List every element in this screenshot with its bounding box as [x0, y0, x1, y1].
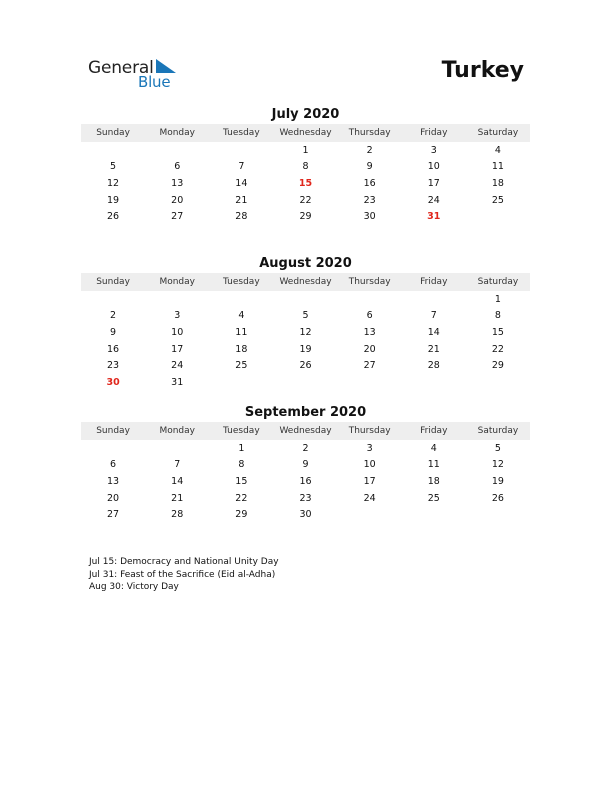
day-cell: 10	[171, 326, 184, 338]
day-cell: 7	[238, 161, 245, 173]
day-cell: 26	[299, 360, 312, 372]
weekday-header	[81, 422, 530, 440]
day-cell: 15	[491, 326, 504, 338]
day-cell: 10	[427, 161, 440, 173]
day-cell: 17	[171, 343, 184, 355]
day-cell: 9	[366, 161, 373, 173]
week-row	[81, 374, 530, 391]
day-cell: 5	[110, 161, 117, 173]
day-cell: 4	[238, 310, 245, 322]
weekday-label: Thursday	[348, 426, 391, 436]
logo-blue-text: Blue	[138, 73, 171, 91]
day-cell: 17	[363, 475, 376, 487]
day-cell: 19	[107, 194, 120, 206]
day-cell: 21	[427, 343, 440, 355]
month-calendar-july	[81, 106, 530, 225]
week-row	[81, 490, 530, 507]
day-cell: 14	[235, 177, 248, 189]
day-cell: 22	[299, 194, 312, 206]
week-row	[81, 142, 530, 159]
day-cell: 21	[235, 194, 248, 206]
week-row	[81, 324, 530, 341]
weekday-header	[81, 273, 530, 291]
weekday-label: Tuesday	[223, 277, 260, 287]
day-cell: 3	[174, 310, 181, 322]
day-cell: 29	[491, 360, 504, 372]
holiday-note: Jul 15: Democracy and National Unity Day	[89, 557, 279, 567]
day-cell: 28	[235, 211, 248, 223]
weekday-label: Monday	[159, 426, 195, 436]
day-cell: 24	[171, 360, 184, 372]
day-cell: 7	[430, 310, 437, 322]
month-calendar-september	[81, 404, 530, 523]
day-cell: 27	[363, 360, 376, 372]
weekday-label: Saturday	[477, 277, 519, 287]
week-row	[81, 457, 530, 474]
day-cell: 26	[107, 211, 120, 223]
day-cell: 10	[363, 459, 376, 471]
holiday-notes	[89, 556, 279, 594]
day-cell: 23	[107, 360, 120, 372]
day-cell: 1	[238, 442, 245, 454]
weekday-header	[81, 124, 530, 142]
day-cell: 15	[235, 475, 248, 487]
day-cell: 30	[363, 211, 376, 223]
day-cell: 28	[171, 509, 184, 521]
day-cell: 14	[171, 475, 184, 487]
weekday-label: Friday	[420, 277, 448, 287]
day-cell: 11	[235, 326, 248, 338]
week-row	[81, 341, 530, 358]
day-cell: 3	[366, 442, 373, 454]
week-row	[81, 192, 530, 209]
holiday-day-cell: 30	[106, 376, 120, 388]
week-row	[81, 308, 530, 325]
month-title: July 2020	[271, 107, 340, 122]
holiday-day-cell: 31	[427, 211, 441, 223]
weekday-label: Tuesday	[223, 128, 260, 138]
day-cell: 23	[299, 492, 312, 504]
weeks	[81, 440, 530, 523]
day-cell: 4	[430, 442, 437, 454]
day-cell: 25	[491, 194, 504, 206]
day-cell: 13	[107, 475, 120, 487]
weekday-label: Sunday	[96, 426, 130, 436]
day-cell: 27	[171, 211, 184, 223]
day-cell: 12	[107, 177, 120, 189]
day-cell: 11	[491, 161, 504, 173]
day-cell: 11	[427, 459, 440, 471]
country-title: Turkey	[441, 58, 524, 83]
day-cell: 25	[427, 492, 440, 504]
weekday-label: Wednesday	[279, 277, 332, 287]
day-cell: 8	[302, 161, 309, 173]
day-cell: 22	[491, 343, 504, 355]
weeks	[81, 142, 530, 225]
generalblue-logo	[88, 56, 188, 92]
day-cell: 18	[235, 343, 248, 355]
day-cell: 12	[299, 326, 312, 338]
day-cell: 13	[363, 326, 376, 338]
weekday-label: Friday	[420, 426, 448, 436]
day-cell: 6	[110, 459, 117, 471]
day-cell: 1	[494, 293, 501, 305]
week-row	[81, 357, 530, 374]
week-row	[81, 159, 530, 176]
weeks	[81, 291, 530, 391]
day-cell: 16	[299, 475, 312, 487]
weekday-label: Saturday	[477, 426, 519, 436]
logo-general-text: General	[88, 58, 154, 78]
day-cell: 4	[494, 144, 501, 156]
day-cell: 1	[302, 144, 309, 156]
day-cell: 6	[174, 161, 181, 173]
weekday-label: Monday	[159, 277, 195, 287]
day-cell: 3	[430, 144, 437, 156]
weekday-label: Monday	[159, 128, 195, 138]
week-row	[81, 291, 530, 308]
day-cell: 28	[427, 360, 440, 372]
day-cell: 31	[171, 376, 184, 388]
holiday-day-cell: 15	[298, 177, 313, 189]
week-row	[81, 175, 530, 192]
day-cell: 8	[494, 310, 501, 322]
day-cell: 17	[427, 177, 440, 189]
week-row	[81, 440, 530, 457]
day-cell: 16	[107, 343, 120, 355]
day-cell: 23	[363, 194, 376, 206]
day-cell: 12	[491, 459, 504, 471]
day-cell: 22	[235, 492, 248, 504]
weekday-label: Wednesday	[279, 128, 332, 138]
month-title: August 2020	[259, 256, 352, 271]
day-cell: 19	[491, 475, 504, 487]
day-cell: 20	[363, 343, 376, 355]
holiday-note: Jul 31: Feast of the Sacrifice (Eid al-Adha)	[89, 569, 276, 580]
week-row	[81, 208, 530, 225]
weekday-label: Friday	[420, 128, 448, 138]
weekday-label: Saturday	[477, 128, 519, 138]
day-cell: 24	[363, 492, 376, 504]
day-cell: 24	[427, 194, 440, 206]
day-cell: 30	[299, 509, 312, 521]
day-cell: 9	[110, 326, 117, 338]
day-cell: 26	[491, 492, 504, 504]
weekday-label: Sunday	[96, 128, 130, 138]
day-cell: 6	[366, 310, 373, 322]
day-cell: 18	[427, 475, 440, 487]
day-cell: 27	[107, 509, 120, 521]
day-cell: 19	[299, 343, 312, 355]
weekday-label: Sunday	[96, 277, 130, 287]
day-cell: 5	[302, 310, 309, 322]
day-cell: 16	[363, 177, 376, 189]
month-calendar-august	[81, 255, 530, 391]
week-row	[81, 473, 530, 490]
day-cell: 2	[302, 442, 309, 454]
day-cell: 18	[491, 177, 504, 189]
day-cell: 20	[171, 194, 184, 206]
weekday-label: Wednesday	[279, 426, 332, 436]
day-cell: 8	[238, 459, 245, 471]
month-title: September 2020	[244, 405, 367, 420]
weekday-label: Tuesday	[223, 426, 260, 436]
day-cell: 29	[235, 509, 248, 521]
week-row	[81, 506, 530, 523]
day-cell: 7	[174, 459, 181, 471]
day-cell: 9	[302, 459, 309, 471]
day-cell: 20	[107, 492, 120, 504]
day-cell: 5	[494, 442, 501, 454]
holiday-note: Aug 30: Victory Day	[89, 582, 179, 592]
day-cell: 2	[110, 310, 117, 322]
day-cell: 25	[235, 360, 248, 372]
weekday-label: Thursday	[348, 277, 391, 287]
day-cell: 14	[427, 326, 440, 338]
day-cell: 29	[299, 211, 312, 223]
day-cell: 21	[171, 492, 184, 504]
day-cell: 2	[366, 144, 373, 156]
weekday-label: Thursday	[348, 128, 391, 138]
day-cell: 13	[171, 177, 184, 189]
